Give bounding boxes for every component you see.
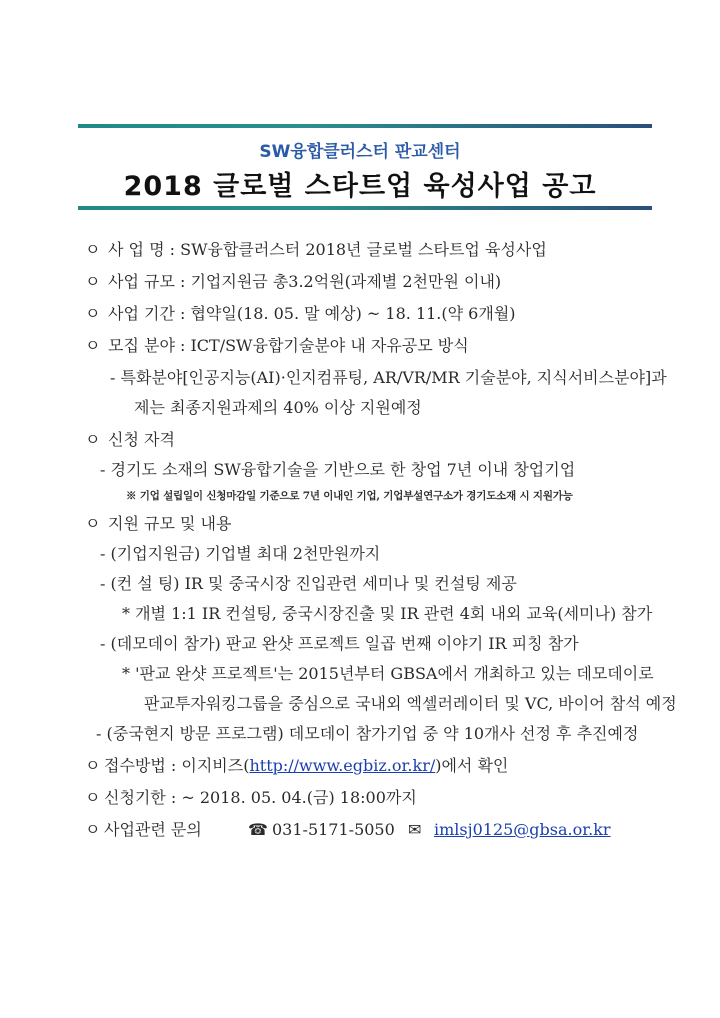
apply-method-prefix: 접수방법 : 이지비즈(: [104, 756, 250, 775]
top-divider: [78, 124, 652, 128]
bullet-icon: ㅇ: [85, 430, 101, 449]
phone-icon: ☎: [248, 820, 268, 839]
project-budget: 사업 규모 : 기업지원금 총3.2억원(과제별 2천만원 이내): [108, 272, 502, 291]
support-grant: - (기업지원금) 기업별 최대 2천만원까지: [100, 544, 381, 563]
bullet-icon: ㅇ: [85, 514, 101, 533]
project-period: 사업 기간 : 협약일(18. 05. 말 예상) ~ 18. 11.(약 6개월): [108, 304, 516, 323]
support-china-program: - (중국현지 방문 프로그램) 데모데이 참가기업 중 약 10개사 선정 후 추진예정: [96, 724, 639, 743]
bullet-icon: ㅇ: [85, 240, 101, 259]
contact-label: 사업관련 문의: [104, 820, 202, 839]
contact-email[interactable]: imlsj0125@gbsa.or.kr: [434, 820, 611, 839]
recruitment-field: 모집 분야 : ICT/SW융합기술분야 내 자유공모 방식: [108, 336, 469, 355]
apply-method-suffix: )에서 확인: [435, 756, 509, 775]
special-field-line-2: 제는 최종지원과제의 40% 이상 지원예정: [134, 398, 422, 417]
eligibility-note: ※ 기업 설립일이 신청마감일 기준으로 7년 이내인 기업, 기업부설연구소가 경기도소재 시 지원가능: [126, 490, 573, 502]
contact-phone: 031-5171-5050: [272, 820, 395, 839]
bottom-divider: [78, 206, 652, 210]
egbiz-link[interactable]: http://www.egbiz.or.kr/: [249, 756, 436, 775]
bullet-icon: ㅇ: [85, 788, 101, 807]
page-title: 2018 글로벌 스타트업 육성사업 공고: [123, 171, 597, 202]
bullet-icon: ㅇ: [85, 272, 101, 291]
bullet-icon: ㅇ: [85, 304, 101, 323]
support-demoday-note-1: * '판교 완샷 프로젝트'는 2015년부터 GBSA에서 개최하고 있는 데모데이로: [122, 664, 654, 683]
support-demoday-note-2: 판교투자워킹그룹을 중심으로 국내외 엑셀러레이터 및 VC, 바이어 참석 예정: [144, 694, 677, 713]
eligibility-heading: 신청 자격: [108, 430, 175, 449]
bullet-icon: ㅇ: [85, 756, 101, 775]
apply-method: [104, 756, 508, 776]
support-consulting-note: * 개별 1:1 IR 컨설팅, 중국시장진출 및 IR 관련 4회 내외 교육(세미나) 참가: [122, 604, 653, 623]
project-name: 사 업 명 : SW융합클러스터 2018년 글로벌 스타트업 육성사업: [108, 240, 547, 259]
special-field-line-1: - 특화분야[인공지능(AI)·인지컴퓨팅, AR/VR/MR 기술분야, 지식서비스분야]과: [110, 368, 667, 387]
organization-name: SW융합클러스터 판교센터: [259, 142, 461, 162]
support-heading: 지원 규모 및 내용: [108, 514, 232, 533]
bullet-icon: ㅇ: [85, 820, 101, 839]
bullet-icon: ㅇ: [85, 336, 101, 355]
support-demoday: - (데모데이 참가) 판교 완샷 프로젝트 일곱 번째 이야기 IR 피칭 참가: [100, 634, 579, 653]
application-deadline: 신청기한 : ~ 2018. 05. 04.(금) 18:00까지: [104, 788, 417, 807]
eligibility-detail: - 경기도 소재의 SW융합기술을 기반으로 한 창업 7년 이내 창업기업: [100, 460, 576, 479]
email-icon: ✉: [408, 820, 422, 839]
support-consulting: - (컨 설 팅) IR 및 중국시장 진입관련 세미나 및 컨설팅 제공: [100, 574, 517, 593]
